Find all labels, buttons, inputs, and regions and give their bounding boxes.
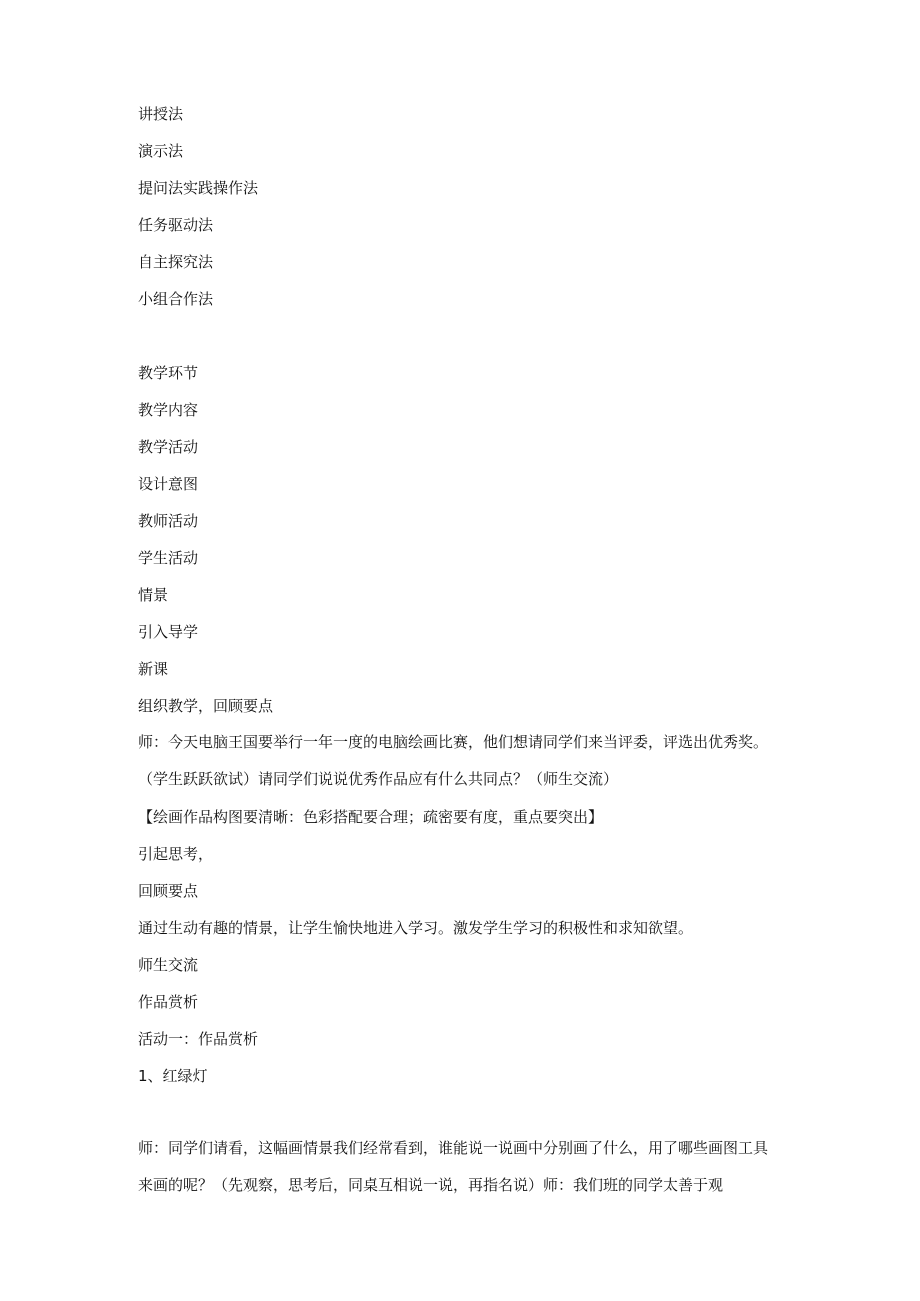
method-item: 讲授法 <box>138 105 184 123</box>
stage-content: 新课 <box>138 660 169 678</box>
table-header: 教学环节 <box>138 364 199 382</box>
method-item: 自主探究法 <box>138 253 214 271</box>
design-intent: 通过生动有趣的情景，让学生愉快地进入学习。激发学生学习的积极性和求知欲望。 <box>138 919 694 937</box>
teacher-speech: 师：今天电脑王国要举行一年一度的电脑绘画比赛，他们想请同学们来当评委，评选出优秀奖。（学生跃跃欲试）请同学们说说优秀作品应有什么共同点？（师生交流） <box>138 733 769 788</box>
key-points: 【绘画作品构图要清晰：色彩搭配要合理；疏密要有度，重点要突出】 <box>138 808 604 826</box>
table-header: 设计意图 <box>138 475 199 493</box>
method-item: 小组合作法 <box>138 290 214 308</box>
table-header: 学生活动 <box>138 549 199 567</box>
activity-title: 活动一：作品赏析 <box>138 1030 259 1048</box>
student-activity: 引起思考， <box>138 845 214 863</box>
method-item: 提问法实践操作法 <box>138 179 259 197</box>
teacher-activity: 组织教学，回顾要点 <box>138 697 274 715</box>
method-item: 任务驱动法 <box>138 216 214 234</box>
stage-name: 情景 <box>138 586 169 604</box>
student-activity: 回顾要点 <box>138 882 199 900</box>
stage-name: 引入导学 <box>138 623 199 641</box>
table-header: 教师活动 <box>138 512 199 530</box>
method-item: 演示法 <box>138 142 184 160</box>
table-header: 教学活动 <box>138 438 199 456</box>
stage-name: 作品赏析 <box>138 993 199 1011</box>
list-item: 1、红绿灯 <box>138 1067 208 1085</box>
table-header: 教学内容 <box>138 401 199 419</box>
teacher-speech: 师：同学们请看，这幅画情景我们经常看到，谁能说一说画中分别画了什么，用了哪些画图工具来画的呢？（先观察，思考后，同桌互相说一说，再指名说）师：我们班的同学太善于观 <box>138 1139 769 1194</box>
exchange-label: 师生交流 <box>138 956 199 974</box>
